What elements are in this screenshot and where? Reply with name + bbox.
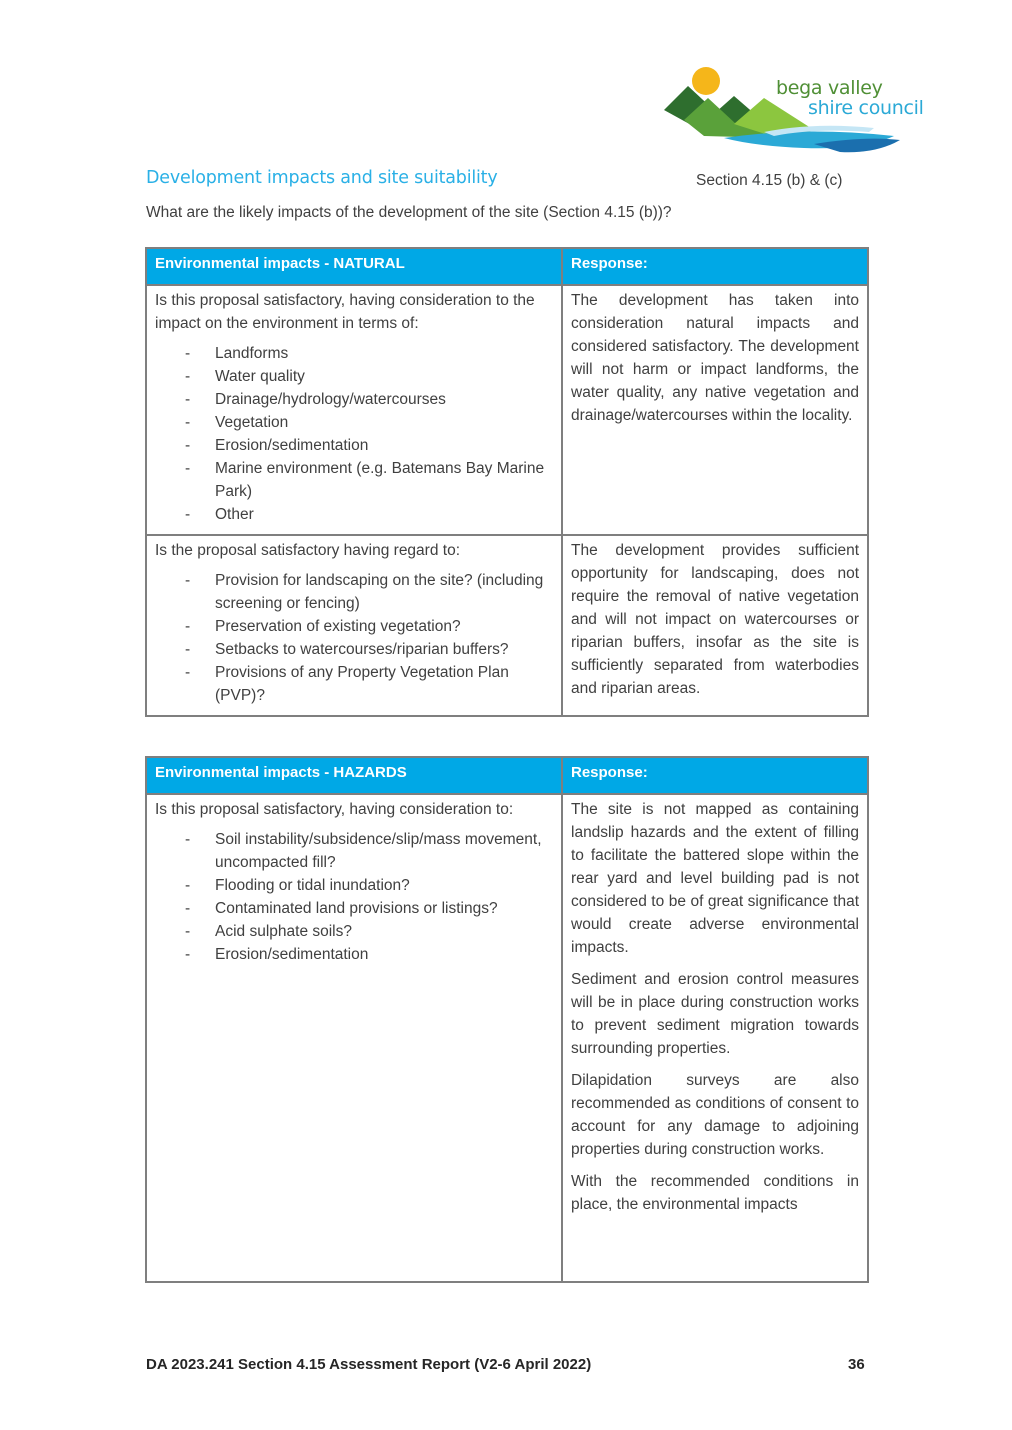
list-item: - Other: [155, 503, 553, 526]
section-title: Development impacts and site suitability: [146, 168, 498, 188]
criteria-list: [155, 342, 553, 526]
response-paragraph: The development has taken into consideration natural impacts and considered satisfactory. The development will not harm or impact landforms, the water quality, any native vegetation and drainage/watercourses within the locality.: [571, 292, 859, 424]
list-item: - Flooding or tidal inundation?: [155, 874, 553, 897]
table-row: [146, 535, 868, 716]
natural-impacts-table: [145, 247, 869, 717]
natural-header-left: Environmental impacts - NATURAL: [146, 248, 562, 285]
criteria-cell: [146, 535, 562, 716]
criteria-intro: Is the proposal satisfactory having regard to:: [155, 542, 460, 559]
response-cell: [562, 285, 868, 535]
hazards-impacts-table: [145, 756, 869, 1283]
criteria-cell: [146, 794, 562, 1282]
natural-header-right: Response:: [562, 248, 868, 285]
list-item: - Landforms: [155, 342, 553, 365]
criteria-list: [155, 569, 553, 707]
list-item: - Marine environment (e.g. Batemans Bay Marine Park): [155, 457, 553, 503]
table-row: [146, 794, 868, 1282]
section-reference: Section 4.15 (b) & (c): [696, 172, 843, 189]
hazards-header-right: Response:: [562, 757, 868, 794]
section-question: What are the likely impacts of the development of the site (Section 4.15 (b))?: [146, 204, 672, 221]
list-item: - Erosion/sedimentation: [155, 434, 553, 457]
list-item: - Vegetation: [155, 411, 553, 434]
page-number: 36: [848, 1356, 865, 1373]
table-row: [146, 285, 868, 535]
response-paragraph: The development provides sufficient opportunity for landscaping, does not require the removal of native vegetation and will not impact on watercourses or riparian buffers, insofar as the site is sufficiently separated from waterbodies and riparian areas.: [571, 542, 859, 697]
list-item: - Provisions of any Property Vegetation Plan (PVP)?: [155, 661, 553, 707]
criteria-cell: [146, 285, 562, 535]
criteria-intro: Is this proposal satisfactory, having consideration to the impact on the environment in terms of:: [155, 292, 535, 332]
response-paragraph: The site is not mapped as containing landslip hazards and the extent of filling to facilitate the battered slope within the rear yard and level building pad is not considered to be of great significance that would create adverse environmental impacts.: [571, 801, 859, 956]
list-item: - Erosion/sedimentation: [155, 943, 553, 966]
list-item: - Provision for landscaping on the site? (including screening or fencing): [155, 569, 553, 615]
list-item: - Contaminated land provisions or listings?: [155, 897, 553, 920]
list-item: - Setbacks to watercourses/riparian buffers?: [155, 638, 553, 661]
list-item: - Preservation of existing vegetation?: [155, 615, 553, 638]
list-item: - Soil instability/subsidence/slip/mass movement, uncompacted fill?: [155, 828, 553, 874]
response-paragraph: Dilapidation surveys are also recommended as conditions of consent to account for any damage to adjoining properties during construction works.: [571, 1072, 859, 1158]
list-item: - Acid sulphate soils?: [155, 920, 553, 943]
table-header-row: [146, 757, 868, 794]
hazards-header-left: Environmental impacts - HAZARDS: [146, 757, 562, 794]
response-cell: [562, 535, 868, 716]
response-paragraph: Sediment and erosion control measures will be in place during construction works to prevent sediment migration towards surrounding properties.: [571, 971, 859, 1057]
list-item: - Water quality: [155, 365, 553, 388]
criteria-list: [155, 828, 553, 966]
footer-report-title: DA 2023.241 Section 4.15 Assessment Report (V2-6 April 2022): [146, 1356, 592, 1373]
response-paragraph: With the recommended conditions in place, the environmental impacts: [571, 1173, 859, 1213]
response-cell: [562, 794, 868, 1282]
criteria-intro: Is this proposal satisfactory, having consideration to:: [155, 801, 514, 818]
logo-line2: shire council: [808, 97, 924, 119]
table-header-row: [146, 248, 868, 285]
council-logo: [664, 62, 938, 154]
list-item: - Drainage/hydrology/watercourses: [155, 388, 553, 411]
logo-line1: bega valley: [776, 77, 883, 99]
